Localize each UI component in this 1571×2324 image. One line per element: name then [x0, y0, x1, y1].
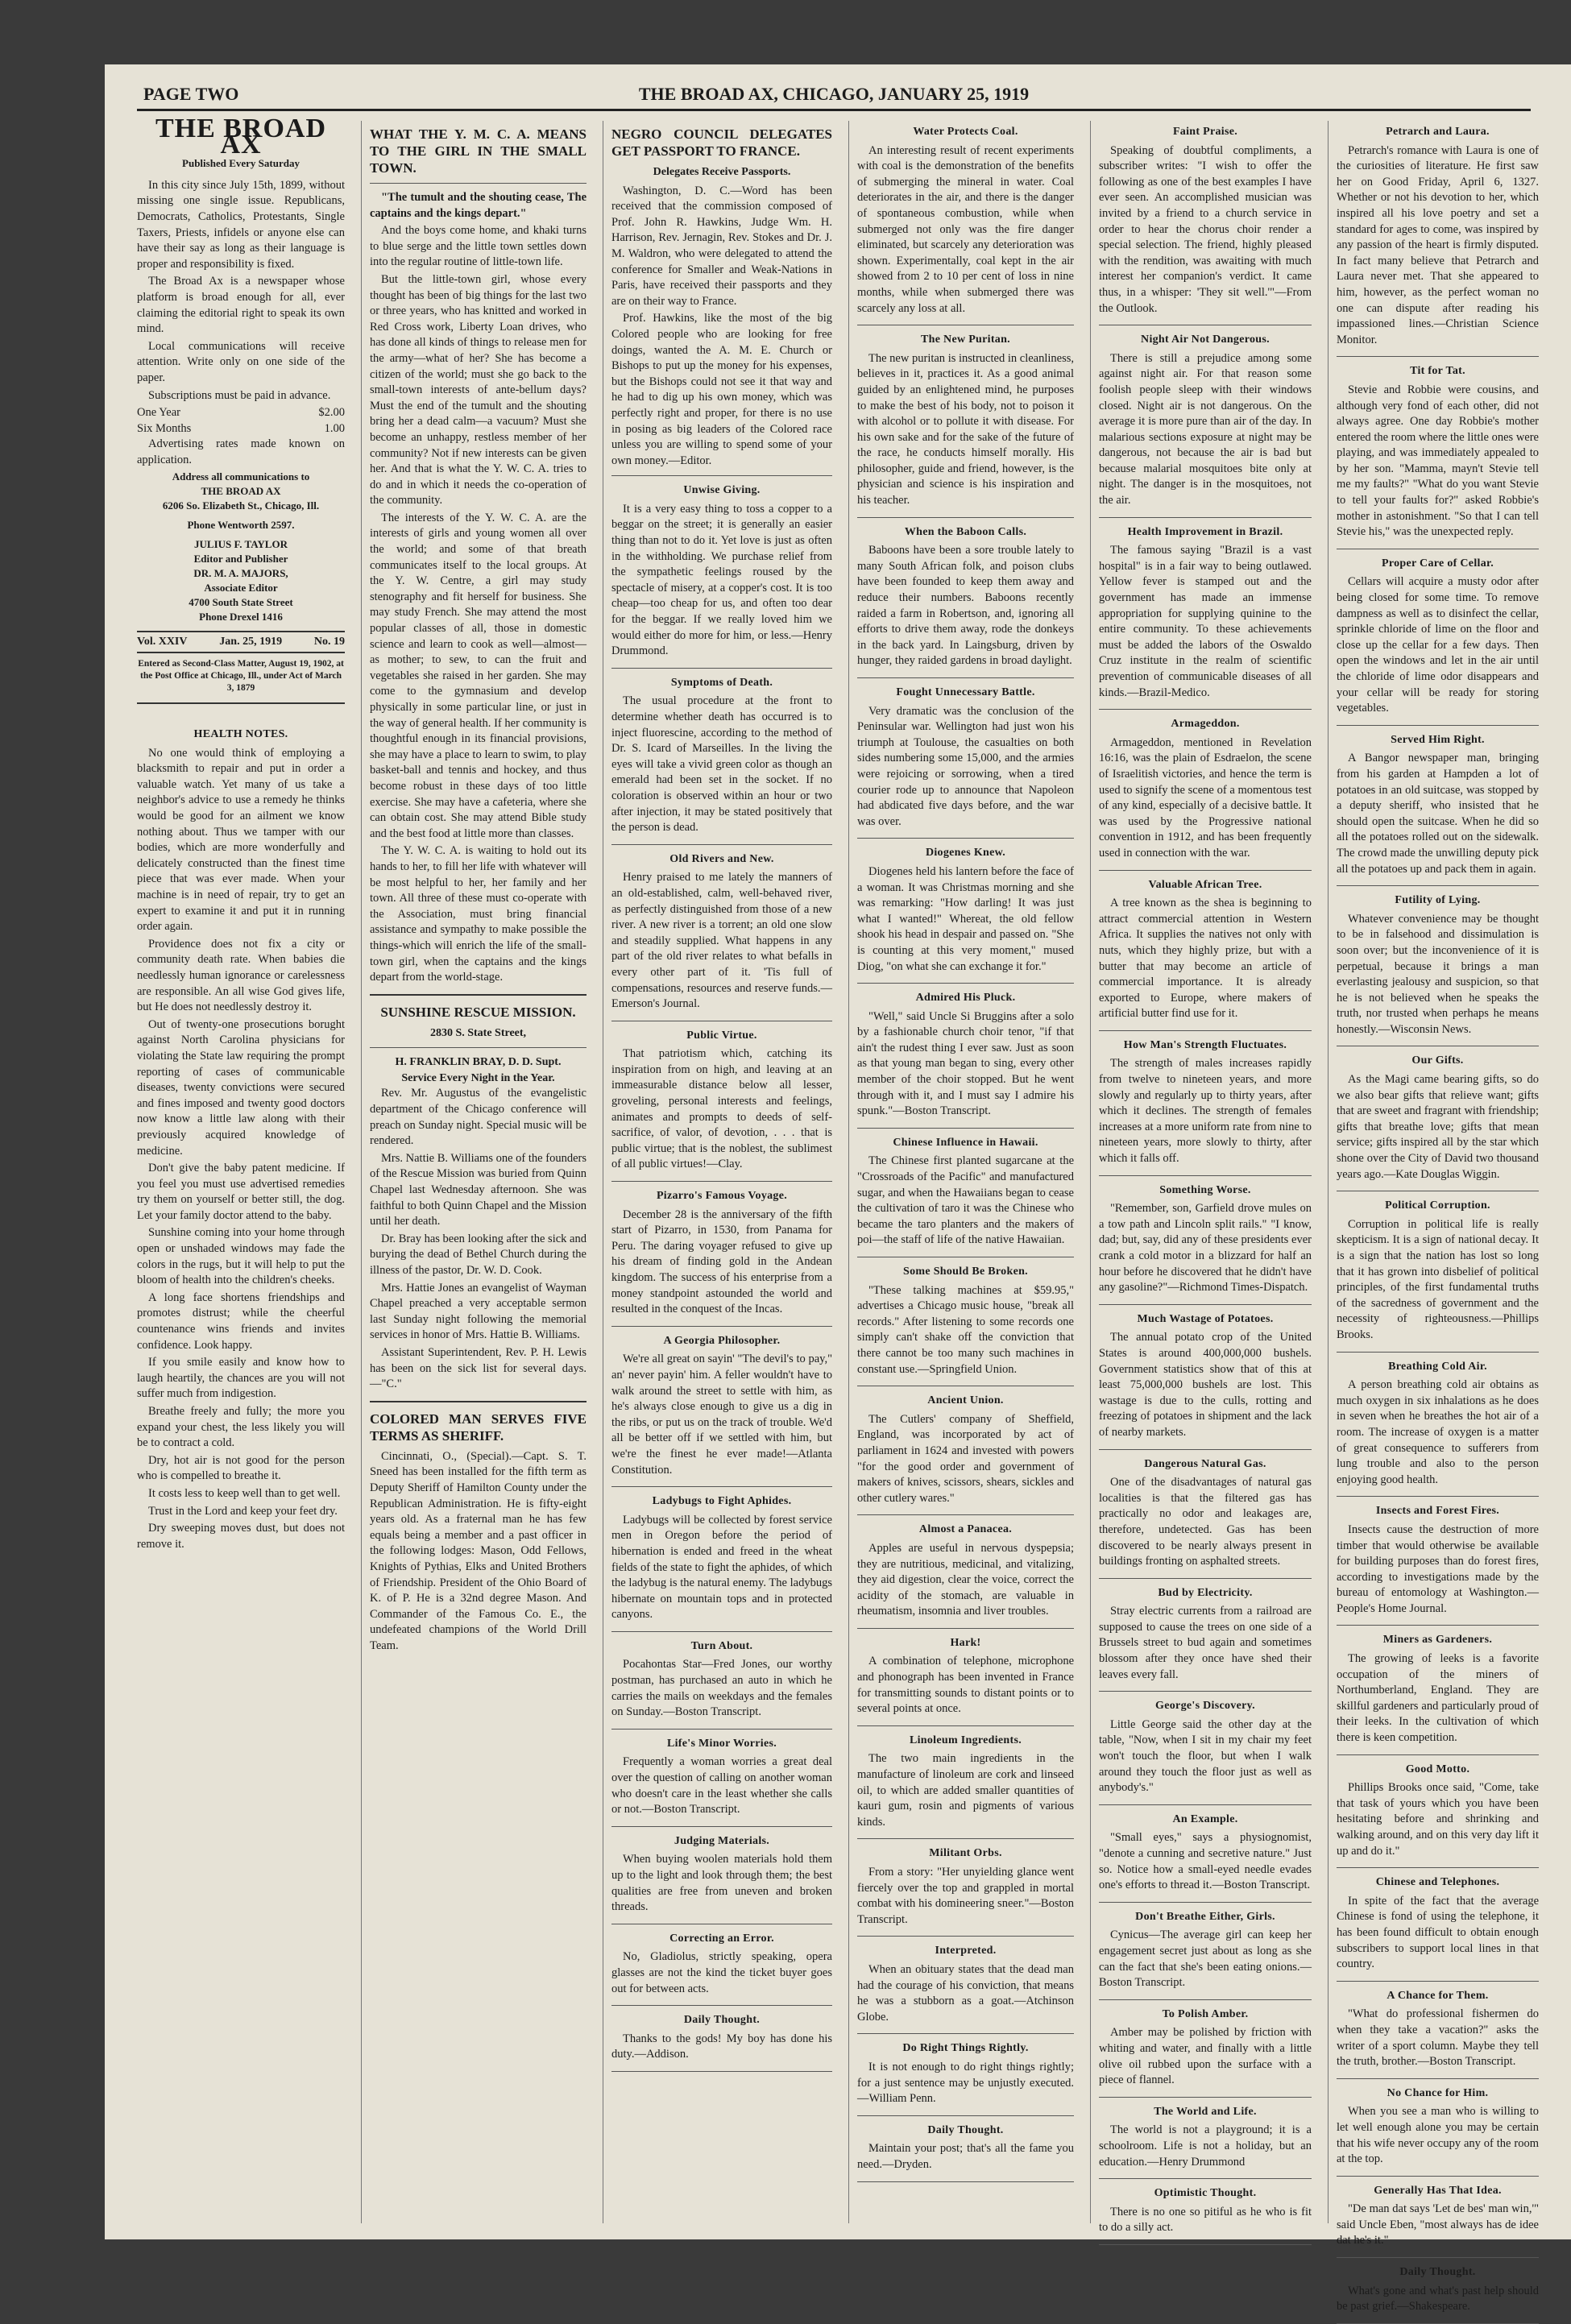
- article-body: Stray electric currents from a railroad are supposed to cause the trees on one side of a Brussels street to bud again and sometimes blossom after they once have shed their leaves every fall.: [1099, 1605, 1312, 1681]
- article-body: Henry praised to me lately the manners of an old-established, calm, well-behaved river, as perfectly distinguished from those of a new river. A new river is a torrent; an old one slow and steadily supplied. What happens in any part of the old river relates to what befalls in every other part of it. 'Tis full of compensations, resources and reserve funds.—Emerson's Journal.: [611, 871, 832, 1011]
- short-article: [1099, 877, 1312, 1022]
- article-body: The famous saying "Brazil is a vast hospital" is in a fair way to being outlawed. Yellow fever is stamped out and the government has made an immense appropriation for supplying quinine to the entire community. To these achievements must be added the labors of the Oswaldo Cruz institute in the realm of scientific prevention of communicable diseases of all kinds.—Brazil-Medico.: [1099, 544, 1312, 699]
- short-article: [611, 1736, 832, 1818]
- article-title: Tit for Tat.: [1410, 365, 1465, 378]
- address-block: Address all communications to THE BROAD AX 6206 So. Elizabeth St., Chicago, Ill. Phone Wentworth 2597. JULIUS F. TAYLOR Editor and Publisher DR. M. A. MAJORS, Associate Editor 4700 South State Street Phone Drexel 1416: [137, 470, 345, 624]
- article-title: An Example.: [1172, 1812, 1238, 1825]
- mission-address: 2830 S. State Street,: [429, 1026, 527, 1039]
- article-title: Generally Has That Idea.: [1374, 2184, 1502, 2197]
- article-title: Served Him Right.: [1391, 733, 1485, 746]
- column-4: [848, 121, 1082, 2223]
- article-body: We're all great on sayin' "The devil's to pay," an' never payin' him. A feller wouldn't have to walk around the street to settle with him, as he's always close enough to give us a dig in the ribs, or put us on the track of trouble. We'd all be better off if we settled with him, but we're the finest he ever made!—Atlanta Constitution.: [611, 1353, 832, 1477]
- article-title: Linoleum Ingredients.: [909, 1734, 1022, 1746]
- article-body: A combination of telephone, microphone and phonograph has been invented in France for transmitting sounds to distant points or to several points at once.: [857, 1655, 1074, 1716]
- short-article: [1099, 1585, 1312, 1684]
- article-title: Night Air Not Dangerous.: [1141, 333, 1270, 346]
- short-article: [1337, 732, 1539, 877]
- article-body: When you see a man who is willing to let well enough alone you may be certain that his wife never occupy any of the room at the top.: [1337, 2105, 1539, 2166]
- short-article: [1337, 2086, 1539, 2168]
- phone-line: Phone Wentworth 2597.: [187, 519, 295, 532]
- short-article: [1337, 556, 1539, 717]
- article-title: Health Improvement in Brazil.: [1127, 525, 1283, 538]
- col6-articles: [1337, 124, 1539, 2324]
- short-article: [857, 1733, 1074, 1831]
- article-body: Frequently a woman worries a great deal over the question of calling on another woman who doesn't care in the least whether she calls or not.—Boston Transcript.: [611, 1755, 832, 1817]
- article-title: Public Virtue.: [686, 1029, 757, 1042]
- short-article: [857, 2123, 1074, 2173]
- article-title: Something Worse.: [1159, 1183, 1251, 1196]
- short-article: [857, 1846, 1074, 1928]
- article-title: Interpreted.: [935, 1945, 997, 1957]
- short-article: [1099, 1698, 1312, 1796]
- article-body: The Chinese first planted sugarcane at the "Crossroads of the Pacific" and manufactured sugar, and when the Hawaiians began to cease the cultivation of taro it was the Chinese who became the taro planters and the makers of poi—the staff of life of the native Hawaiian.: [857, 1154, 1074, 1247]
- article-body: The two main ingredients in the manufacture of linoleum are cork and linseed oil, to which are added smaller quantities of kauri gum, rosin and pigments of various kinds.: [857, 1752, 1074, 1829]
- short-article: [1099, 2185, 1312, 2236]
- article-body: The Cutlers' company of Sheffield, England, was incorporated by act of parliament in 1624 and invested with powers "for the good order and government of makers of knives, scissors, shears, sickles and other cutlery wares.": [857, 1412, 1074, 1505]
- article-body: As the Magi came bearing gifts, so do we also bear gifts that relieve want; gifts that are sweet and fragrant with friendship; gifts that breathe love; gifts that mean service; gifts inspired all by the star which shone over the City of David two thousand years ago.—Kate Douglas Wiggin.: [1337, 1073, 1539, 1181]
- short-article: [1337, 2264, 1539, 2315]
- article-body: Corruption in political life is really skepticism. It is a sign of national decay. It is a sign that the nation has lost so long that it has grown into disbelief of political principles, of the first fundamental truths of the sacredness of government and the necessity of righteousness.—Phillips Brooks.: [1337, 1217, 1539, 1341]
- short-article: [611, 1833, 832, 1916]
- article-body: "Remember, son, Garfield drove mules on a tow path and Lincoln split rails." "I know, dad; but, say, did any of these presidents ever crank a cold motor in a blizzard for half an hour before he discovered that he didn't have any gasoline?"—Richmond Times-Dispatch.: [1099, 1202, 1312, 1295]
- article-title: Miners as Gardeners.: [1382, 1634, 1493, 1647]
- article-body: There is no one so pitiful as he who is fit to do a silly act.: [1099, 2205, 1312, 2235]
- article-body: Armageddon, mentioned in Revelation 16:16, was the plain of Esdraelon, the scene of Israelitish victories, and hence the term is used to signify the scene of a momentous test of any kind, especially of a decisive battle. It was used by the Progressive national convention in 1912, and has been frequently used in connection with the war.: [1099, 735, 1312, 860]
- article-paragraph: Mrs. Nattie B. Williams one of the founders of the Rescue Mission was buried from Quinn Chapel last Wednesday afternoon. She was faithful to both Quinn Chapel and the Mission until her death.: [370, 1151, 587, 1228]
- entered-notice: Entered as Second-Class Matter, August 19, 1902, at the Post Office at Chicago, Ill., under Act of March 3, 1879: [138, 659, 344, 694]
- article-title: Breathing Cold Air.: [1388, 1360, 1487, 1373]
- short-article: [1099, 332, 1312, 509]
- article-title: Bud by Electricity.: [1158, 1586, 1253, 1599]
- article-paragraph: Dr. Bray has been looking after the sick and burying the dead of Bethel Church during the illness of the pastor, Dr. W. D. Cook.: [370, 1232, 587, 1277]
- article-title: Insects and Forest Fires.: [1375, 1505, 1500, 1518]
- article-title: Armageddon.: [1171, 718, 1240, 731]
- paper-title: THE BROAD AX: [155, 114, 327, 159]
- short-article: [1099, 124, 1312, 317]
- article-title: Futility of Lying.: [1395, 894, 1481, 907]
- short-article: [611, 483, 832, 660]
- article-paragraph: Washington, D. C.—Word has been received that the commission composed of Prof. John R. Hawkins, Judge Wm. H. Harrison, Rev. Jernagin, Rev. Stokes and Dr. J. M. Waldron, who were delegated to attend the conference for Smaller and Weak-Nations in Paris, have received their passports and they are on their way to France.: [611, 184, 832, 308]
- short-article: [1099, 716, 1312, 861]
- article-title: Valuable African Tree.: [1148, 878, 1262, 891]
- short-article: [1337, 1762, 1539, 1860]
- article-title: Diogenes Knew.: [925, 847, 1006, 860]
- article-title: The World and Life.: [1154, 2105, 1257, 2118]
- published-line: Published Every Saturday: [182, 157, 300, 170]
- subscription-row: One Year $2.00: [137, 406, 345, 420]
- short-article: [1337, 2183, 1539, 2249]
- article-body: "What do professional fishermen do when they take a vacation?" asks the writer of a sport column. Maybe they tell the truth, brother.—Boston Transcript.: [1337, 2007, 1539, 2069]
- article-body: There is still a prejudice among some against night air. For that reason some foolish people sleep with their windows closed. Night air is not dangerous. On the average it is more pure than air of the day. In malarious sections exposure at night may be dangerous, not because the air is bad but because malarial mosquitoes bite only at night. The danger is in the mosquitoes, not the air.: [1099, 351, 1312, 507]
- short-article: [857, 1943, 1074, 2025]
- article-body: Pocahontas Star—Fred Jones, our worthy postman, has purchased an auto in which he carries the mails on weekdays and the females on Sunday.—Boston Transcript.: [611, 1658, 832, 1719]
- article-body: Baboons have been a sore trouble lately to many South African folk, and poison clubs have been founded to keep them away and reduce their numbers. Baboons recently raided a farm in Robertson, and, ignoring all efforts to drive them away, rode the donkeys in the back yard. In Laingsburg, driven by hunger, they raided gardens in broad daylight.: [857, 544, 1074, 668]
- article-paragraph: Rev. Mr. Augustus of the evangelistic department of the Chicago conference will preach on Sunday night. Special music will be rendered.: [370, 1087, 587, 1148]
- ywca-quote: "The tumult and the shouting cease, The captains and the kings depart.": [370, 191, 587, 220]
- council-subhead: Delegates Receive Passports.: [653, 166, 791, 178]
- subscription-row: Six Months 1.00: [137, 421, 345, 435]
- short-article: [1337, 1198, 1539, 1343]
- article-body: Little George said the other day at the table, "Now, when I sit in my chair my feet won't touch the floor, but when I walk around they touch the floor just as well as anybody's.": [1099, 1717, 1312, 1795]
- short-article: [857, 1522, 1074, 1620]
- article-body: Amber may be polished by friction with whiting and water, and finally with a little olive oil rubbed upon the surface with a piece of flannel.: [1099, 2026, 1312, 2087]
- article-title: Fought Unnecessary Battle.: [896, 686, 1035, 698]
- short-article: [1099, 2104, 1312, 2170]
- article-title: The New Puritan.: [921, 333, 1010, 346]
- short-article: [1099, 1038, 1312, 1167]
- article-body: That patriotism which, catching its inspiration from on high, and leaving at an immeasurable distance below all lesser, groveling, personal interests and feelings, animates and prompts to deeds of self-sacrifice, of valor, of devotion, . . . that is public virtue; that is the noblest, the sublimest of all public virtues!—Clay.: [611, 1047, 832, 1171]
- article-title: Hark!: [950, 1636, 981, 1649]
- article-body: The strength of males increases rapidly from twelve to nineteen years, and more slowly and regularly up to thirty years, after which it declines. The strength of females increases at a more uniform rate from nine to nineteen years, more slowly to thirty, after which it falls off.: [1099, 1057, 1312, 1166]
- article-title: Turn About.: [690, 1639, 753, 1652]
- article-body: Whatever convenience may be thought to be in falsehood and dissimulation is soon over; but the inconvenience of it is perpetual, because it brings a man everlasting jealousy and suspicion, so that he is not believed when he speaks the truth, nor trusted when perhaps he means honestly.—Wisconsin News.: [1337, 912, 1539, 1036]
- page-header: [137, 79, 1531, 111]
- short-article: [857, 990, 1074, 1120]
- short-article: [611, 1493, 832, 1623]
- article-title: Judging Materials.: [674, 1834, 770, 1847]
- ywca-headline: WHAT THE Y. M. C. A. MEANS TO THE GIRL IN THE SMALL TOWN.: [370, 126, 587, 176]
- article-title: When the Baboon Calls.: [904, 525, 1027, 538]
- article-title: A Chance for Them.: [1387, 1989, 1489, 2002]
- article-title: Correcting an Error.: [669, 1932, 774, 1945]
- article-title: Pizarro's Famous Voyage.: [656, 1190, 788, 1203]
- article-body: Petrarch's romance with Laura is one of the curiosities of literature. He first saw her on Good Friday, April 6, 1327. Whether or not his devotion to her, which inspired all his love poetry and set a standard for ages to come, was inspired by any passion of the heart is firmly disputed. In fact many believe that Petrarch and Laura never met. That she appeared to him, however, as the perfect woman no one can dispute after reading his impassioned lines.—Christian Science Monitor.: [1337, 143, 1539, 346]
- article-title: Faint Praise.: [1172, 126, 1238, 138]
- article-paragraph: And the boys come home, and khaki turns to blue serge and the little town settles down into the regular routine of little-town life.: [370, 224, 587, 269]
- article-body: The growing of leeks is a favorite occupation of the miners of Northumberland, England. They are skillful gardeners and particularly proud of their leeks. In the cultivation of which there is keen competition.: [1337, 1652, 1539, 1745]
- col3-articles: [611, 483, 832, 2072]
- short-article: [857, 2040, 1074, 2107]
- short-article: [857, 1635, 1074, 1717]
- mission-supt: H. FRANKLIN BRAY, D. D. Supt.: [395, 1056, 562, 1069]
- article-body: Speaking of doubtful compliments, a subscriber writes: "I wish to offer the following as one of the best examples I have ever seen. An accomplished musician was invited by a friend to a church service in order to hear the chorus choir render a special selection. The friend, highly pleased with the rendition, was awaiting with much interest her companion's verdict. It came thus, in a whisper: 'They sit well.'"—From the Outlook.: [1099, 143, 1312, 315]
- short-article: [1337, 1053, 1539, 1183]
- article-body: "De man dat says 'Let de bes' man win,'" said Uncle Eben, "most always has de idee dat he's it.": [1337, 2202, 1539, 2247]
- article-body: When buying woolen materials hold them up to the light and look through them; the best qualities are free from uneven and broken threads.: [611, 1853, 832, 1914]
- article-title: Don't Breathe Either, Girls.: [1135, 1910, 1275, 1923]
- health-notes-title: HEALTH NOTES.: [193, 728, 288, 741]
- article-body: The usual procedure at the front to determine whether death has occurred is to inject fluorescine, according to the method of Dr. S. Icard of Marseilles. In the living the eyes will take a vivid green color as though an emerald had been set in the socket. If no coloration is observed within an hour or two after injection, it may be stated positively that the person is dead.: [611, 694, 832, 835]
- article-body: In spite of the fact that the average Chinese is fond of using the telephone, it has been found difficult to obtain enough subscribers to support local lines in that country.: [1337, 1894, 1539, 1971]
- col5-articles: [1099, 124, 1312, 2245]
- article-title: Good Motto.: [1405, 1763, 1470, 1775]
- article-title: Ladybugs to Fight Aphides.: [652, 1495, 792, 1508]
- short-article: [611, 1188, 832, 1318]
- article-title: Almost a Panacea.: [918, 1523, 1013, 1536]
- article-title: Our Gifts.: [1411, 1054, 1464, 1067]
- short-article: [611, 1028, 832, 1173]
- article-body: "Well," said Uncle Si Bruggins after a solo by a fashionable church choir tenor, "if that ain't the rudest thing I ever saw. Just as soon as that young man began to sing, every other member of the choir stopped. But he went through with it, and I must say I admire his spunk."—Boston Transcript.: [857, 1009, 1074, 1118]
- article-body: When an obituary states that the dead man had the courage of his conviction, that means he was a stubborn as a goat.—Atchinson Globe.: [857, 1962, 1074, 2024]
- article-body: It is not enough to do right things rightly; for a just sentence may be unjustly executed.—William Penn.: [857, 2060, 1074, 2106]
- article-body: Thanks to the gods! My boy has done his duty.—Addison.: [611, 2032, 832, 2061]
- article-title: Old Rivers and New.: [669, 852, 774, 865]
- short-article: [857, 524, 1074, 669]
- info-paragraph: The Broad Ax is a newspaper whose platform is broad enough for all, ever claiming the editorial right to speak its own mind.: [137, 275, 345, 336]
- short-article: [611, 1638, 832, 1721]
- article-title: George's Discovery.: [1155, 1700, 1255, 1713]
- article-body: Cellars will acquire a musty odor after being closed for some time. To remove dampness as well as to disinfect the cellar, sprinkle chloride of lime on the floor and close up the cellar for a few days. Then open the windows and let in the air until the chloride of lime odor disappears and your cellar will be ready for storing vegetables.: [1337, 575, 1539, 715]
- short-article: [1099, 2007, 1312, 2089]
- article-title: Admired His Pluck.: [915, 992, 1016, 1005]
- article-body: Diogenes held his lantern before the face of a woman. It was Christmas morning and she was remarking: "How darling! It was just what I wanted!" Whereat, the old fellow shook his head in despair and passed on. "She is counting at this very moment," mused Diog, "on what she can exchange it for.": [857, 864, 1074, 973]
- article-body: It is a very easy thing to toss a copper to a beggar on the street; it is generally an easier thing than not to do it. Yet love is just as often in the withholding. We purchase relief from the sympathetic feelings roused by the spectacle of misery, at a copper's cost. It is too cheap—too cheap for us, and often too dear for the beggar. If we really loved him we would either do more for him, or less.—Henry Drummond.: [611, 502, 832, 658]
- article-title: Militant Orbs.: [929, 1847, 1002, 1860]
- article-title: Chinese Influence in Hawaii.: [893, 1136, 1038, 1149]
- short-article: [611, 1333, 832, 1478]
- article-paragraph: Prof. Hawkins, like the most of the big Colored people who are looking for free doings, wanted the A. M. E. Church or Bishops to put up the money for his expenses, but the Bishops could not see it that way and he had to dig up his own money, which was perfectly right and proper, for there is no use in posing as big leaders of the Colored race unless you are willing to spend some of your own money.—Editor.: [611, 312, 832, 467]
- column-1: [137, 114, 353, 2223]
- article-paragraph: Assistant Superintendent, Rev. P. H. Lewis has been on the sick list for several days.—"C.": [370, 1345, 587, 1391]
- article-body: From a story: "Her unyielding glance went fiercely over the top and grappled in mortal combat with his domineering sneer."—Boston Transcript.: [857, 1866, 1074, 1926]
- short-article: [1337, 1503, 1539, 1617]
- article-title: To Polish Amber.: [1162, 2007, 1249, 2020]
- info-paragraph: Subscriptions must be paid in advance.: [148, 388, 331, 402]
- article-title: Some Should Be Broken.: [903, 1266, 1028, 1278]
- short-article: [1337, 124, 1539, 348]
- mission-headline: SUNSHINE RESCUE MISSION.: [380, 1004, 576, 1020]
- article-body: Ladybugs will be collected by forest service men in Oregon before the period of hibernation is ended and freed in the wheat fields of the state to fight the aphides, of which the ladybug is the natural enemy. The ladybugs hibernate on mountain tops and in protected canyons.: [611, 1513, 832, 1622]
- short-article: [1337, 1875, 1539, 1973]
- article-title: No Chance for Him.: [1387, 2086, 1489, 2099]
- article-title: Much Wastage of Potatoes.: [1137, 1312, 1274, 1325]
- article-body: An interesting result of recent experiments with coal is the demonstration of the benefits of submerging the mineral in water. Coal deteriorates in the air, and there is the danger of spontaneous combustion, while when submerged not only was the fire danger eliminated, but scarcely any deterioration was shown. Experimentally, coal kept in the air showed from 2 to 10 per cent of loss in nine months, while when submerged there was scarcely any loss at all.: [857, 143, 1074, 315]
- advertising-note: Advertising rates made known on application.: [137, 437, 345, 466]
- article-body: December 28 is the anniversary of the fifth start of Pizarro, in 1530, from Panama for Peru. The daring voyager refused to give up his dream of finding gold in the Andean kingdom. The success of his enterprise from a money standpoint astounded the world and resulted in the conquest of the Incas.: [611, 1208, 832, 1316]
- sheriff-headline: COLORED MAN SERVES FIVE TERMS AS SHERIFF.: [370, 1411, 587, 1444]
- article-title: How Man's Strength Fluctuates.: [1123, 1038, 1287, 1051]
- column-2: [361, 121, 595, 2223]
- article-body: What's gone and what's past help should be past grief.—Shakespeare.: [1337, 2284, 1539, 2314]
- article-title: Unwise Giving.: [683, 484, 761, 497]
- article-paragraph: Mrs. Hattie Jones an evangelist of Wayman Chapel preached a very acceptable sermon last Sunday night following the memorial services in honor of Mrs. Hattie B. Williams.: [370, 1281, 587, 1342]
- short-article: [611, 851, 832, 1013]
- article-body: The world is not a playground; it is a schoolroom. Life is not a holiday, but an education.—Henry Drummond: [1099, 2123, 1312, 2169]
- article-title: Life's Minor Worries.: [666, 1737, 777, 1750]
- info-paragraph: In this city since July 15th, 1899, without missing one single issue. Republicans, Democrats, Catholics, Protestants, Single Taxers, Priests, infidels or anyone else can have their say as long as their language is proper and responsibility is fixed.: [137, 178, 345, 271]
- article-body: Cynicus—The average girl can keep her engagement secret just about as long as she can the fact that she's been eating onions.—Boston Transcript.: [1099, 1928, 1312, 1990]
- article-title: Proper Care of Cellar.: [1381, 557, 1494, 570]
- article-paragraph: Cincinnati, O., (Special).—Capt. S. T. Sneed has been installed for the fifth term as Deputy Sheriff of Hamilton County under the Republican Administration. He is fifty-eight years old. As a fraternal man he has few equals being a member and a past officer in the following lodges: Mason, Odd Fellows, Knights of Pythias, Elks and United Brothers of Friendship. President of the Ohio Board of K. of P. He is a 32nd degree Mason. And Commander of the Famous Co. E., the undefeated champions of the World Drill Team.: [370, 1449, 587, 1652]
- article-title: Daily Thought.: [927, 2123, 1004, 2136]
- short-article: [611, 1931, 832, 1997]
- article-paragraph: The Y. W. C. A. is waiting to hold out its hands to her, to fill her life with whatever will be most helpful to her, her family and her town. All three of these must co-operate with the Association, must bring financial assistance and sympathy to make possible the things-which will enrich the life of the small-town girl, when the captains and the kings depart from the world-stage.: [370, 844, 587, 984]
- article-paragraph: The interests of the Y. W. C. A. are the interests of girls and young women all over the world; and some of that breath communicates itself to the local groups. At the Y. W. Centre, a girl may study stenography and fit herself for business. She may study French. She may attend the most popular classes of all, those in domestic science and learn to cook as well—almost—as mother; to sew, to can the fruit and vegetables she raised in her garden. She may come to the gymnasium and develop physically in some particular line, or just in the way of general health. If her community is thoughtful enough in its financial provisions, she may have a place to learn to swim, to play basket-ball and tennis and hockey, and thus become robust in these days of too little exercise. She may have a cafeteria, where she can obtain cost. She may attend Bible study and the best food at little more than classes.: [370, 511, 587, 840]
- article-title: Dangerous Natural Gas.: [1144, 1457, 1266, 1470]
- article-title: Optimistic Thought.: [1154, 2187, 1257, 2200]
- article-body: Insects cause the destruction of more timber that would otherwise be available for building purposes than do forest fires, according to investigations made by the bureau of entomology at Washington.—People's Home Journal.: [1337, 1522, 1539, 1615]
- article-body: Maintain your post; that's all the fame you need.—Dryden.: [857, 2142, 1074, 2171]
- running-masthead: THE BROAD AX, CHICAGO, JANUARY 25, 1919: [638, 84, 1030, 104]
- column-5: [1090, 121, 1320, 2235]
- short-article: [857, 1135, 1074, 1249]
- short-article: [611, 675, 832, 836]
- article-body: Stevie and Robbie were cousins, and although very fond of each other, did not always agree. One day Robbie's mother entered the room where the little ones were playing, and was immediately appealed to by her son. "Mamma, mayn't Stevie tell me my faults?" "What do you want Stevie to tell your faults for?" asked Robbie's mother in astonishment. "So that I can tell Stevie his," was the unexpected reply.: [1337, 383, 1539, 539]
- short-article: [1099, 1909, 1312, 1991]
- article-body: The annual potato crop of the United States is around 400,000,000 bushels. Government statistics show that of this at least 75,000,000 bushels are lost. This wastage is due to the culls, rotting and freezing of potatoes in shipment and the lack of nearby markets.: [1099, 1331, 1312, 1439]
- short-article: [1099, 524, 1312, 702]
- article-body: The new puritan is instructed in cleanliness, believes in it, practices it. As a good animal guided by an enlightened mind, he purposes to make the best of his body, not to poison it with alcohol or to pollute it with disease. For his own sake and for the sake of the future of the race, he conducts himself morally. His philosopher, guide and friend, however, is the physician and science is his inspiration and his teacher.: [857, 351, 1074, 507]
- article-body: Phillips Brooks once said, "Come, take that task of yours which you have been hesitating before and shrinking and walking around, and on this very day lift it up and do it.": [1337, 1781, 1539, 1858]
- newspaper-page: [105, 64, 1571, 2314]
- article-body: "Small eyes," says a physiognomist, "denote a cunning and secretive nature." Just so. Notice how a small-eyed needle evades one's efforts to thread it.—Boston Transcript.: [1099, 1831, 1312, 1892]
- article-paragraph: But the little-town girl, whose every thought has been of big things for the last two or three years, who has knitted and worked in Red Cross work, Liberty Loan drives, who has done all kinds of things to release men for the army—what of her? She has become a citizen of the world; must she go back to the small-town interests of ante-bellum days? Must the end of the tumult and the shouting bring her a dead calm—a vacuum? Must she become an unhappy, restless member of her community? Not if new interests can be given her. And that is what the Y. W. C. A. tries to do and in which it needs the co-operation of the community.: [370, 272, 587, 507]
- short-article: [857, 685, 1074, 830]
- article-body: A Bangor newspaper man, bringing from his garden at Hampden a lot of potatoes in an old suitcase, was stopped by a deputy sheriff, who insisted that he should open the suitcase. When he did so all the potatoes rolled out on the sidewalk. The crowd made the unwilling deputy pick all the potatoes up and pack them in again.: [1337, 752, 1539, 876]
- article-title: Chinese and Telephones.: [1375, 1876, 1500, 1889]
- article-title: Petrarch and Laura.: [1386, 126, 1490, 138]
- article-body: Very dramatic was the conclusion of the Peninsular war. Wellington had just won his triumph at Toulouse, the casualties on both sides numbering some 15,000, and the armies were rejoicing or sorrowing, when a tired courier rode up to announce that Napoleon had abdicated five days before, and the war was over.: [857, 704, 1074, 828]
- article-body: "These talking machines at $59.95," advertises a Chicago music house, "break all records." After listening to some records one simply can't shake off the conviction that there cannot be too many such machines in constant use.—Springfield Union.: [857, 1283, 1074, 1376]
- article-body: A tree known as the shea is beginning to attract commercial attention in Western Africa. It supplies the natives not only with nuts, which they highly prize, but with a butter that may become an article of commercial importance. It is already exported to Europe, where makers of artificial butter find use for it.: [1099, 897, 1312, 1021]
- article-title: Political Corruption.: [1385, 1199, 1490, 1212]
- info-paragraph: Local communications will receive attention. Write only on one side of the paper.: [137, 339, 345, 384]
- article-title: Daily Thought.: [1399, 2266, 1476, 2279]
- health-notes: No one would think of employing a blacksmith to repair and put in order a valuable watch. Yet many of us take a neighbor's advice to use a remedy he thinks would be good for an ailment we know nothing about. Thus we tamper with our bodies, which are more wonderfully and delicately constructed than the finest time piece that was ever made. When your machine is in need of repair, try to get an expert to examine it and put it in running order again. Providence does not fix a city or community death rate. When babies die needlessly human ignorance or carelessness are responsible. An all wise God gives life, but He does not needlessly destroy it. Out of twenty-one prosecutions borught against North Carolina physicians for violating the State law requiring the prompt reporting of cases of communicable diseases, twenty convictions were secured and fines imposed and twenty good doctors now know a little law along with their previously acquired knowledge of medicine. Don't give the baby patent medicine. If you feel you must use advertised remedies try them on yourself or better still, the dog. Let your family doctor attend to the baby. Sunshine coming into your home through open or unshaded windows may fade the colors in the rugs, but it will help to put the bloom of health into the children's cheeks. A long face shortens friendships and promotes distrust; while the cheerful countenance wins friends and invites confidence. Look happy. If you smile easily and know how to laugh heartily, the chances are you will not suffer much from indigestion. Breathe freely and fully; the more you expand your chest, the less likely you will be to contract a cold. Dry, hot air is not good for the person who is compelled to breathe it. It costs less to keep well than to get well. Trust in the Lord and keep your feet dry. Dry sweeping moves dust, but does not remove it.: [137, 746, 345, 1551]
- short-article: [1337, 363, 1539, 541]
- short-article: [857, 332, 1074, 509]
- article-title: Daily Thought.: [683, 2014, 761, 2027]
- article-body: Apples are useful in nervous dyspepsia; they are nutritious, medicinal, and vitalizing, they aid digestion, clear the voice, correct the acidity of the stomach, are valuable in rheumatism, insomnia and liver troubles.: [857, 1541, 1074, 1618]
- volume-line: Vol. XXIV Jan. 25, 1919 No. 19: [137, 631, 345, 653]
- column-3: [603, 121, 840, 2223]
- article-title: Ancient Union.: [927, 1394, 1004, 1407]
- short-article: [1337, 1632, 1539, 1746]
- article-body: No, Gladiolus, strictly speaking, opera glasses are not the kind the ticket buyer goes out for between acts.: [611, 1950, 832, 1995]
- col4-articles: [857, 124, 1074, 2182]
- short-article: [1099, 1311, 1312, 1441]
- page-label: PAGE TWO: [143, 84, 239, 104]
- short-article: [857, 845, 1074, 975]
- short-article: [611, 2012, 832, 2063]
- mission-service: Service Every Night in the Year.: [401, 1071, 555, 1084]
- short-article: [1337, 1359, 1539, 1489]
- article-title: Water Protects Coal.: [913, 126, 1018, 138]
- article-body: One of the disadvantages of natural gas localities is that the filtered gas has practically no odor and leakages are, therefore, undetected. Gas has been discovered to be nearly always present in buildings fronting on asphalted streets.: [1099, 1476, 1312, 1568]
- short-article: [1099, 1183, 1312, 1296]
- column-6: [1328, 121, 1539, 2314]
- short-article: [857, 124, 1074, 317]
- short-article: [1337, 893, 1539, 1038]
- short-article: [1099, 1812, 1312, 1894]
- article-title: Symptoms of Death.: [670, 676, 773, 689]
- article-body: A person breathing cold air obtains as much oxygen in six inhalations as he does in seven when he breathes the hot air of a room. The increase of oxygen is a matter of great consequence to sufferers from lung trouble and also to the person enjoying good health.: [1337, 1378, 1539, 1486]
- short-article: [1099, 1456, 1312, 1570]
- short-article: [857, 1264, 1074, 1377]
- council-headline: NEGRO COUNCIL DELEGATES GET PASSPORT TO FRANCE.: [611, 126, 832, 159]
- short-article: [1337, 1988, 1539, 2070]
- short-article: [857, 1393, 1074, 1506]
- article-title: Do Right Things Rightly.: [902, 2042, 1029, 2055]
- article-title: A Georgia Philosopher.: [663, 1334, 781, 1347]
